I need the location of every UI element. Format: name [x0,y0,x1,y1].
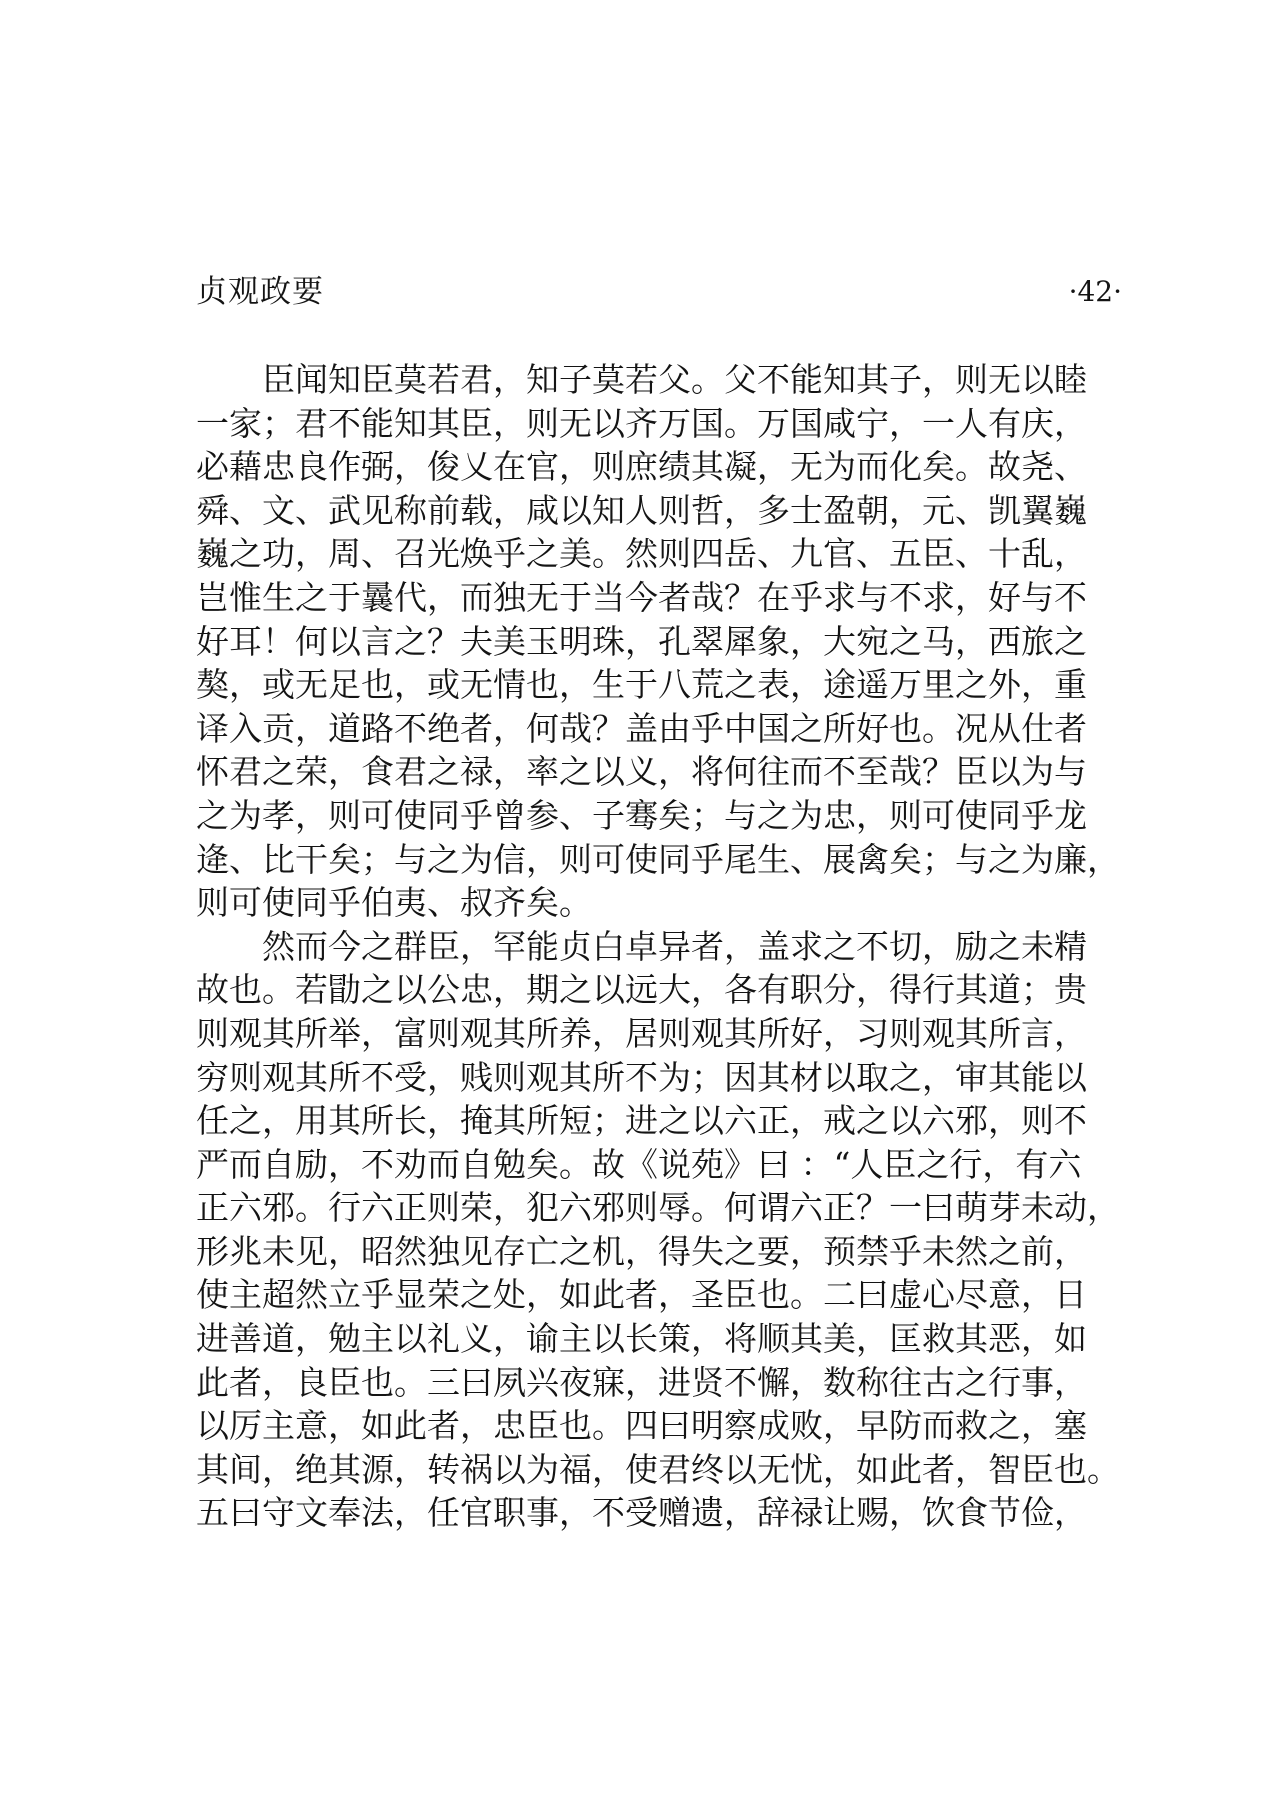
text-line: 其间，绝其源，转祸以为福，使君终以无忧，如此者，智臣也。 [196,1449,1120,1489]
text-line: 岂惟生之于曩代，而独无于当今者哉？在乎求与不求，好与不 [196,577,1087,617]
text-line: 任之，用其所长，掩其所短；进之以六正，戒之以六邪，则不 [196,1101,1087,1141]
text-line: 逄、比干矣；与之为信，则可使同乎尾生、展禽矣；与之为廉， [196,839,1120,879]
text-line: 此者，良臣也。三曰夙兴夜寐，进贤不懈，数称往古之行事， [196,1362,1087,1402]
text-line: 巍之功，周、召光焕乎之美。然则四岳、九官、五臣、十乱， [196,534,1087,574]
text-line: 故也。若勖之以公忠，期之以远大，各有职分，得行其道；贵 [196,970,1087,1010]
text-line: 一家；君不能知其臣，则无以齐万国。万国咸宁，一人有庆， [196,403,1087,443]
text-line: 臣闻知臣莫若君，知子莫若父。父不能知其子，则无以睦 [196,360,1087,399]
text-line: 穷则观其所不受，贱则观其所不为；因其材以取之，审其能以 [196,1057,1087,1097]
text-line: 则观其所举，富则观其所养，居则观其所好，习则观其所言， [196,1013,1087,1053]
book-title: 贞观政要 [196,274,324,310]
text-line: 进善道，勉主以礼义，谕主以长策，将顺其美，匡救其恶，如 [196,1319,1087,1359]
text-line: 五曰守文奉法，任官职事，不受赠遗，辞禄让赐，饮食节俭， [196,1493,1087,1533]
text-line: 獒，或无足也，或无情也，生于八荒之表，途遥万里之外，重 [196,665,1087,705]
text-line: 必藉忠良作弼，俊乂在官，则庶绩其凝，无为而化矣。故尧、 [196,447,1087,487]
text-line: 以厉主意，如此者，忠臣也。四曰明察成败，早防而救之，塞 [196,1406,1087,1446]
text-line: 好耳！何以言之？夫美玉明珠，孔翠犀象，大宛之马，西旅之 [196,621,1087,661]
text-line: 舜、文、武见称前载，咸以知人则哲，多士盈朝，元、凯翼巍 [196,490,1087,530]
body-text [196,358,1120,1535]
text-line: 严而自励，不劝而自勉矣。故《说苑》曰 ：“人臣之行，有六 [196,1144,1082,1184]
text-line: 怀君之荣，食君之禄，率之以义，将何往而不至哉？臣以为与 [196,752,1087,792]
text-line: 形兆未见，昭然独见存亡之机，得失之要，预禁乎未然之前， [196,1231,1087,1271]
text-line: 使主超然立乎显荣之处，如此者，圣臣也。二曰虚心尽意，日 [196,1275,1087,1315]
text-line: 之为孝，则可使同乎曾参、子骞矣；与之为忠，则可使同乎龙 [196,795,1087,835]
text-line: 正六邪。行六正则荣，犯六邪则辱。何谓六正？一曰萌芽未动， [196,1188,1120,1228]
text-line: 然而今之群臣，罕能贞白卓异者，盖求之不切，励之未精 [196,926,1087,966]
page-header [196,270,1122,314]
text-line: 则可使同乎伯夷、叔齐矣。 [196,883,592,923]
page-number: ·42· [1068,275,1122,308]
text-line: 译入贡，道路不绝者，何哉？盖由乎中国之所好也。况从仕者 [196,708,1087,748]
